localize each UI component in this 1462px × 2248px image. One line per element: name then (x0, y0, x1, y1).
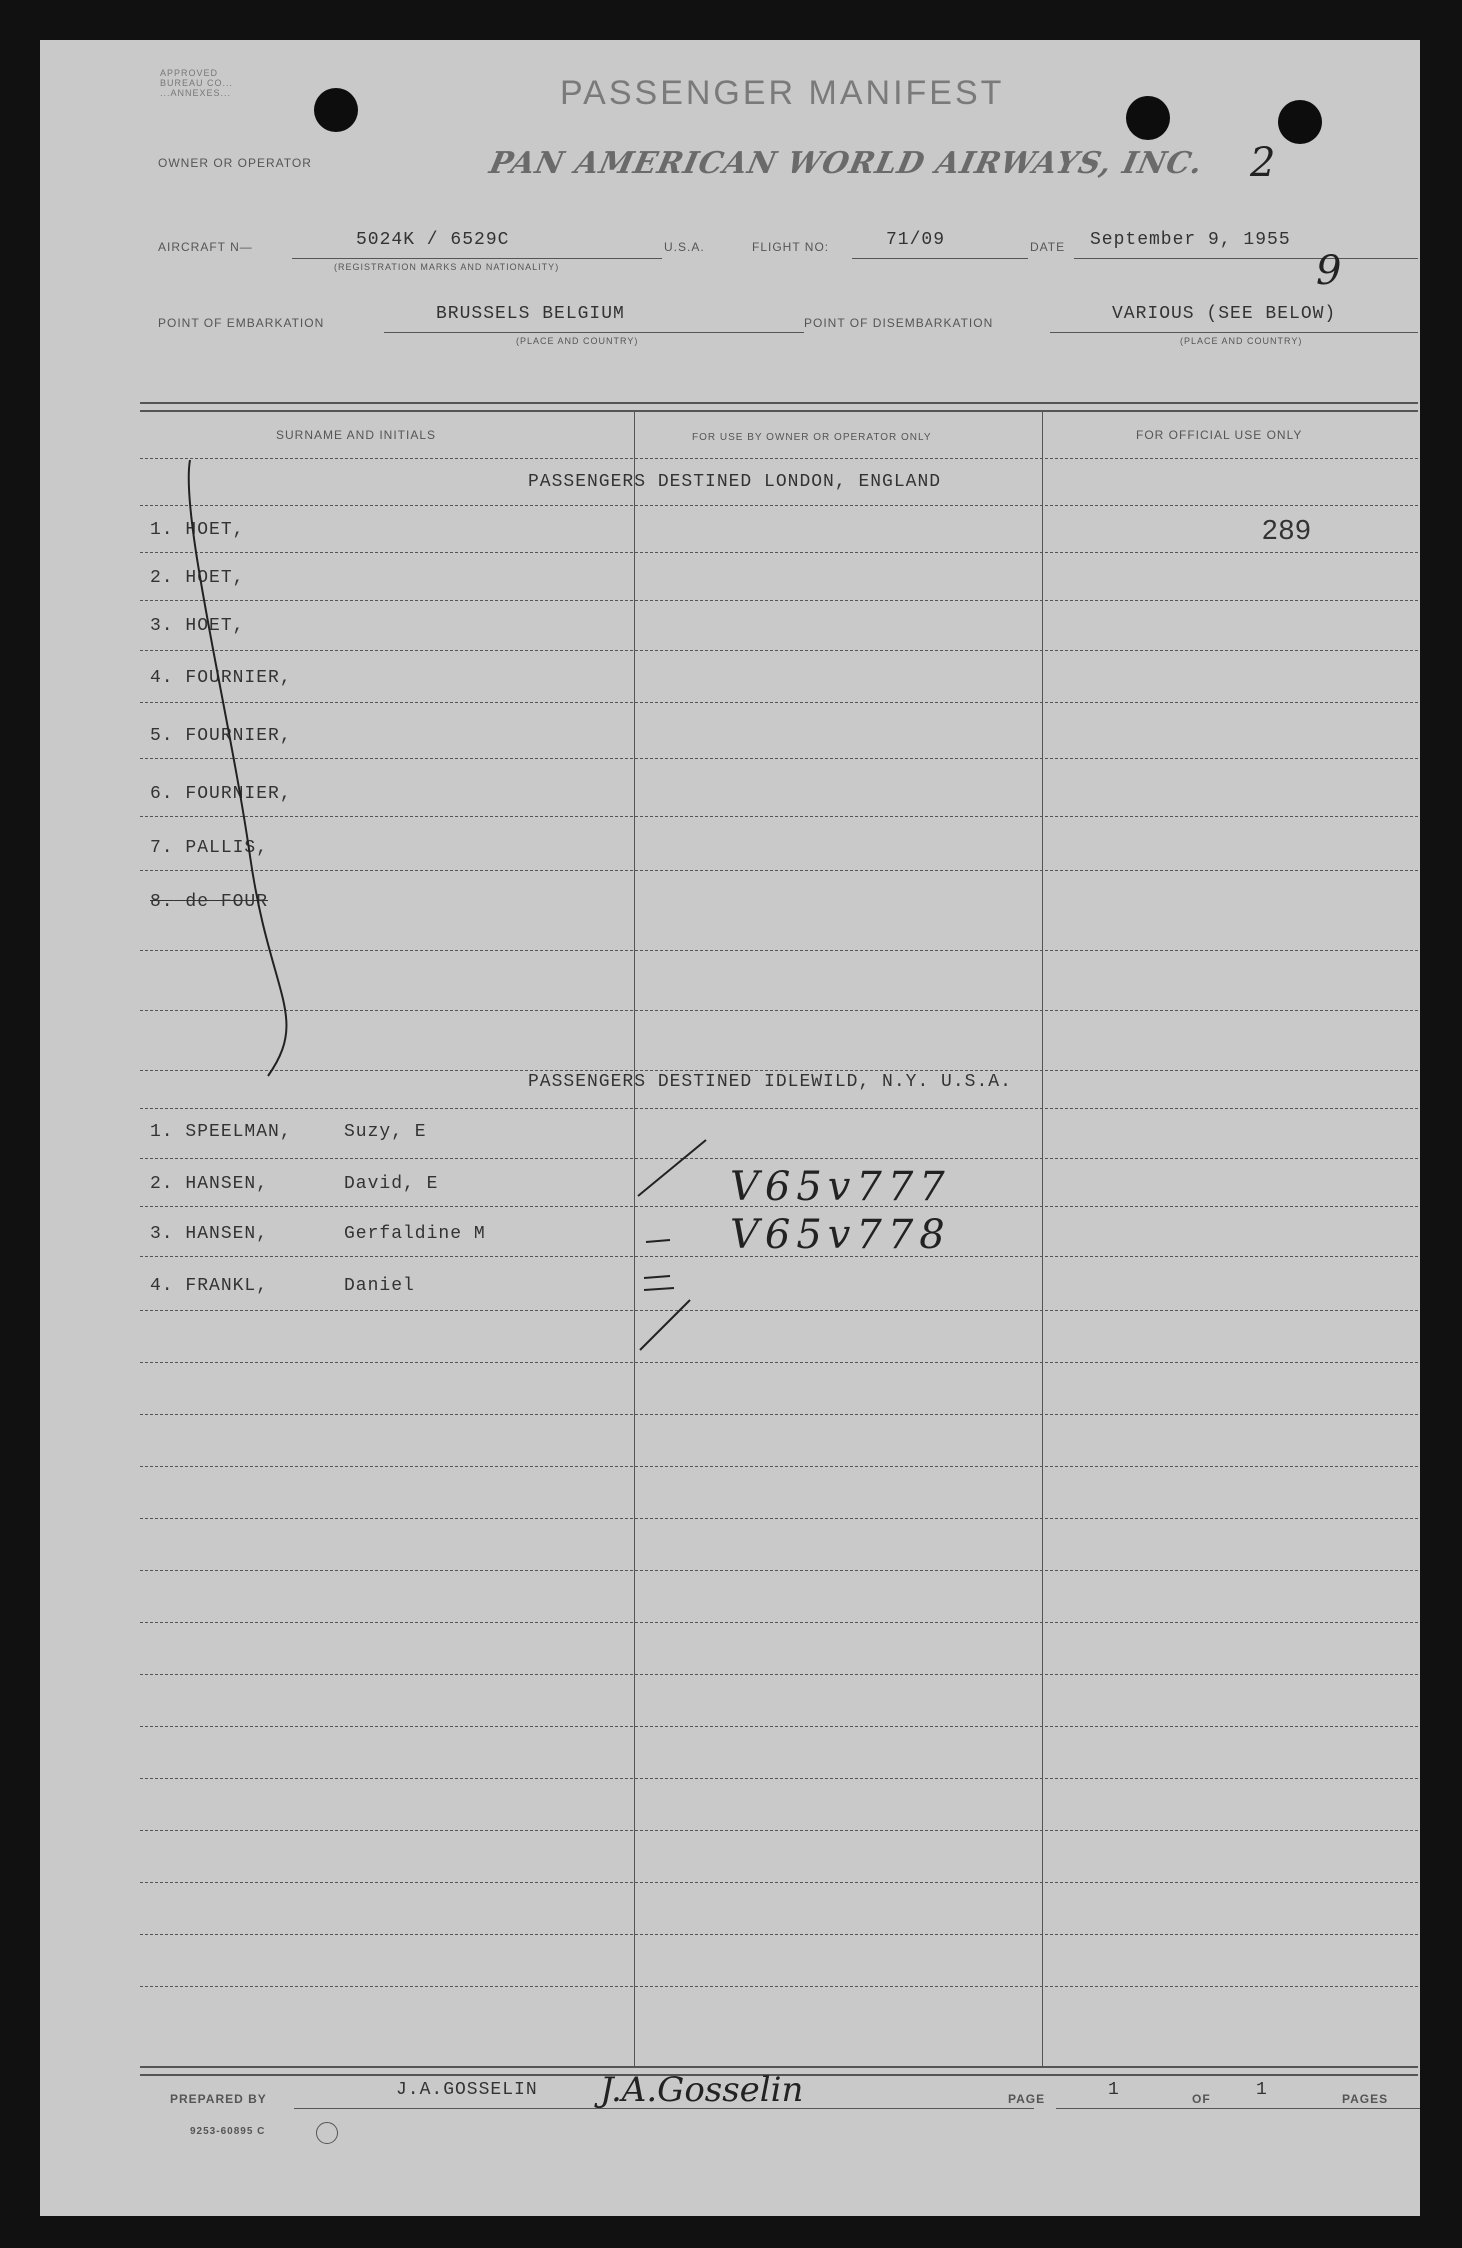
row-rule (140, 1362, 1418, 1363)
handwritten-code: V65v777 (730, 1164, 951, 1210)
embarkation-underline (384, 332, 804, 333)
date-value: September 9, 1955 (1090, 230, 1291, 250)
row-rule (140, 1778, 1418, 1779)
embarkation-label: POINT OF EMBARKATION (158, 316, 325, 330)
row-rule (140, 1158, 1418, 1159)
check-marks (630, 1100, 720, 1360)
row-rule (140, 1414, 1418, 1415)
page-label: PAGE (1008, 2092, 1046, 2106)
list-item: 7. PALLIS, (150, 838, 269, 858)
row-rule (140, 1726, 1418, 1727)
embarkation-value: BRUSSELS BELGIUM (436, 304, 625, 324)
list-item: 5. FOURNIER, (150, 726, 292, 746)
approval-stamp (160, 68, 233, 98)
punch-hole-left (314, 88, 358, 132)
aircraft-underline (292, 258, 662, 259)
col-header-owner: FOR USE BY OWNER OR OPERATOR ONLY (692, 432, 932, 443)
given-name: David, E (344, 1174, 439, 1194)
list-item: 1. SPEELMAN, (150, 1122, 292, 1142)
list-item: 2. HOET, (150, 568, 245, 588)
stamp-line: ...ANNEXES... (160, 88, 232, 98)
row-rule (140, 552, 1418, 553)
flight-label: FLIGHT NO: (752, 240, 830, 254)
registration-caption: (REGISTRATION MARKS AND NATIONALITY) (334, 262, 560, 272)
row-rule (140, 1674, 1418, 1675)
row-rule (140, 1070, 1418, 1071)
col-header-surname: SURNAME AND INITIALS (276, 428, 437, 442)
row-rule (140, 1310, 1418, 1311)
column-divider-2 (1042, 410, 1043, 2066)
row-rule (140, 1010, 1418, 1011)
punch-hole-right-2 (1278, 100, 1322, 144)
row-rule (140, 758, 1418, 759)
row-rule (140, 816, 1418, 817)
cancel-stroke (140, 456, 300, 1086)
row-rule (140, 1882, 1418, 1883)
flight-underline (852, 258, 1028, 259)
airline-name: PAN AMERICAN WORLD AIRWAYS, INC. (486, 146, 1207, 181)
date-mark: 9 (1316, 248, 1342, 294)
row-rule (140, 702, 1418, 703)
pages-label: PAGES (1342, 2092, 1389, 2106)
col-header-official: FOR OFFICIAL USE ONLY (1136, 428, 1303, 442)
row-rule (140, 1108, 1418, 1109)
page-underline (1056, 2108, 1420, 2109)
row-rule (140, 505, 1418, 506)
row-rule (140, 1934, 1418, 1935)
aircraft-value: 5024K / 6529C (356, 230, 510, 250)
signature: J.A.Gosselin (600, 2070, 804, 2110)
list-item: 1. HOET, (150, 520, 245, 540)
row-rule (140, 650, 1418, 651)
aircraft-label: AIRCRAFT N— (158, 240, 253, 254)
handwritten-code: V65v778 (730, 1212, 951, 1258)
disembarkation-value: VARIOUS (SEE BELOW) (1112, 304, 1337, 324)
list-item: 2. HANSEN, (150, 1174, 269, 1194)
given-name: Gerfaldine M (344, 1224, 486, 1244)
row-rule (140, 1570, 1418, 1571)
date-label: DATE (1030, 240, 1066, 254)
row-rule (140, 1830, 1418, 1831)
row-rule (140, 870, 1418, 871)
owner-label: OWNER OR OPERATOR (158, 156, 312, 170)
row-rule (140, 1518, 1418, 1519)
row-rule (140, 600, 1418, 601)
list-item: 4. FOURNIER, (150, 668, 292, 688)
row-rule (140, 1622, 1418, 1623)
of-label: OF (1192, 2092, 1211, 2106)
place-caption: (PLACE AND COUNTRY) (516, 336, 639, 346)
manifest-sheet (40, 40, 1420, 2216)
list-item: 8. de FOUR (150, 892, 269, 912)
flight-number: 71/09 (886, 230, 946, 250)
punch-hole-right-1 (1126, 96, 1170, 140)
row-rule (140, 1986, 1418, 1987)
given-name: Suzy, E (344, 1122, 427, 1142)
list-item: 3. HOET, (150, 616, 245, 636)
disembarkation-underline (1050, 332, 1418, 333)
list-item: 3. HANSEN, (150, 1224, 269, 1244)
date-underline (1074, 258, 1418, 259)
prepared-label: PREPARED BY (170, 2092, 267, 2106)
group2-heading: PASSENGERS DESTINED IDLEWILD, N.Y. U.S.A. (528, 1072, 1012, 1092)
group1-heading: PASSENGERS DESTINED LONDON, ENGLAND (528, 472, 942, 492)
disembarkation-label: POINT OF DISEMBARKATION (804, 316, 994, 330)
row-rule (140, 950, 1418, 951)
list-item: 4. FRANKL, (150, 1276, 269, 1296)
header-rule (140, 458, 1418, 459)
union-bug-icon (316, 2122, 338, 2144)
prepared-value: J.A.GOSSELIN (396, 2080, 538, 2100)
row-rule (140, 1466, 1418, 1467)
table-top-rule (140, 402, 1418, 412)
page-mark: 2 (1250, 140, 1276, 186)
place-caption-2: (PLACE AND COUNTRY) (1180, 336, 1303, 346)
given-name: Daniel (344, 1276, 415, 1296)
usa-label: U.S.A. (664, 240, 705, 254)
stamp-line: BUREAU CO... (160, 78, 234, 88)
official-number: 289 (1262, 514, 1312, 545)
page-value: 1 (1108, 2080, 1120, 2100)
form-number: 9253-60895 C (190, 2126, 266, 2137)
stamp-line: APPROVED (160, 68, 219, 78)
of-value: 1 (1256, 2080, 1268, 2100)
document-title: PASSENGER MANIFEST (560, 74, 1005, 112)
list-item: 6. FOURNIER, (150, 784, 292, 804)
